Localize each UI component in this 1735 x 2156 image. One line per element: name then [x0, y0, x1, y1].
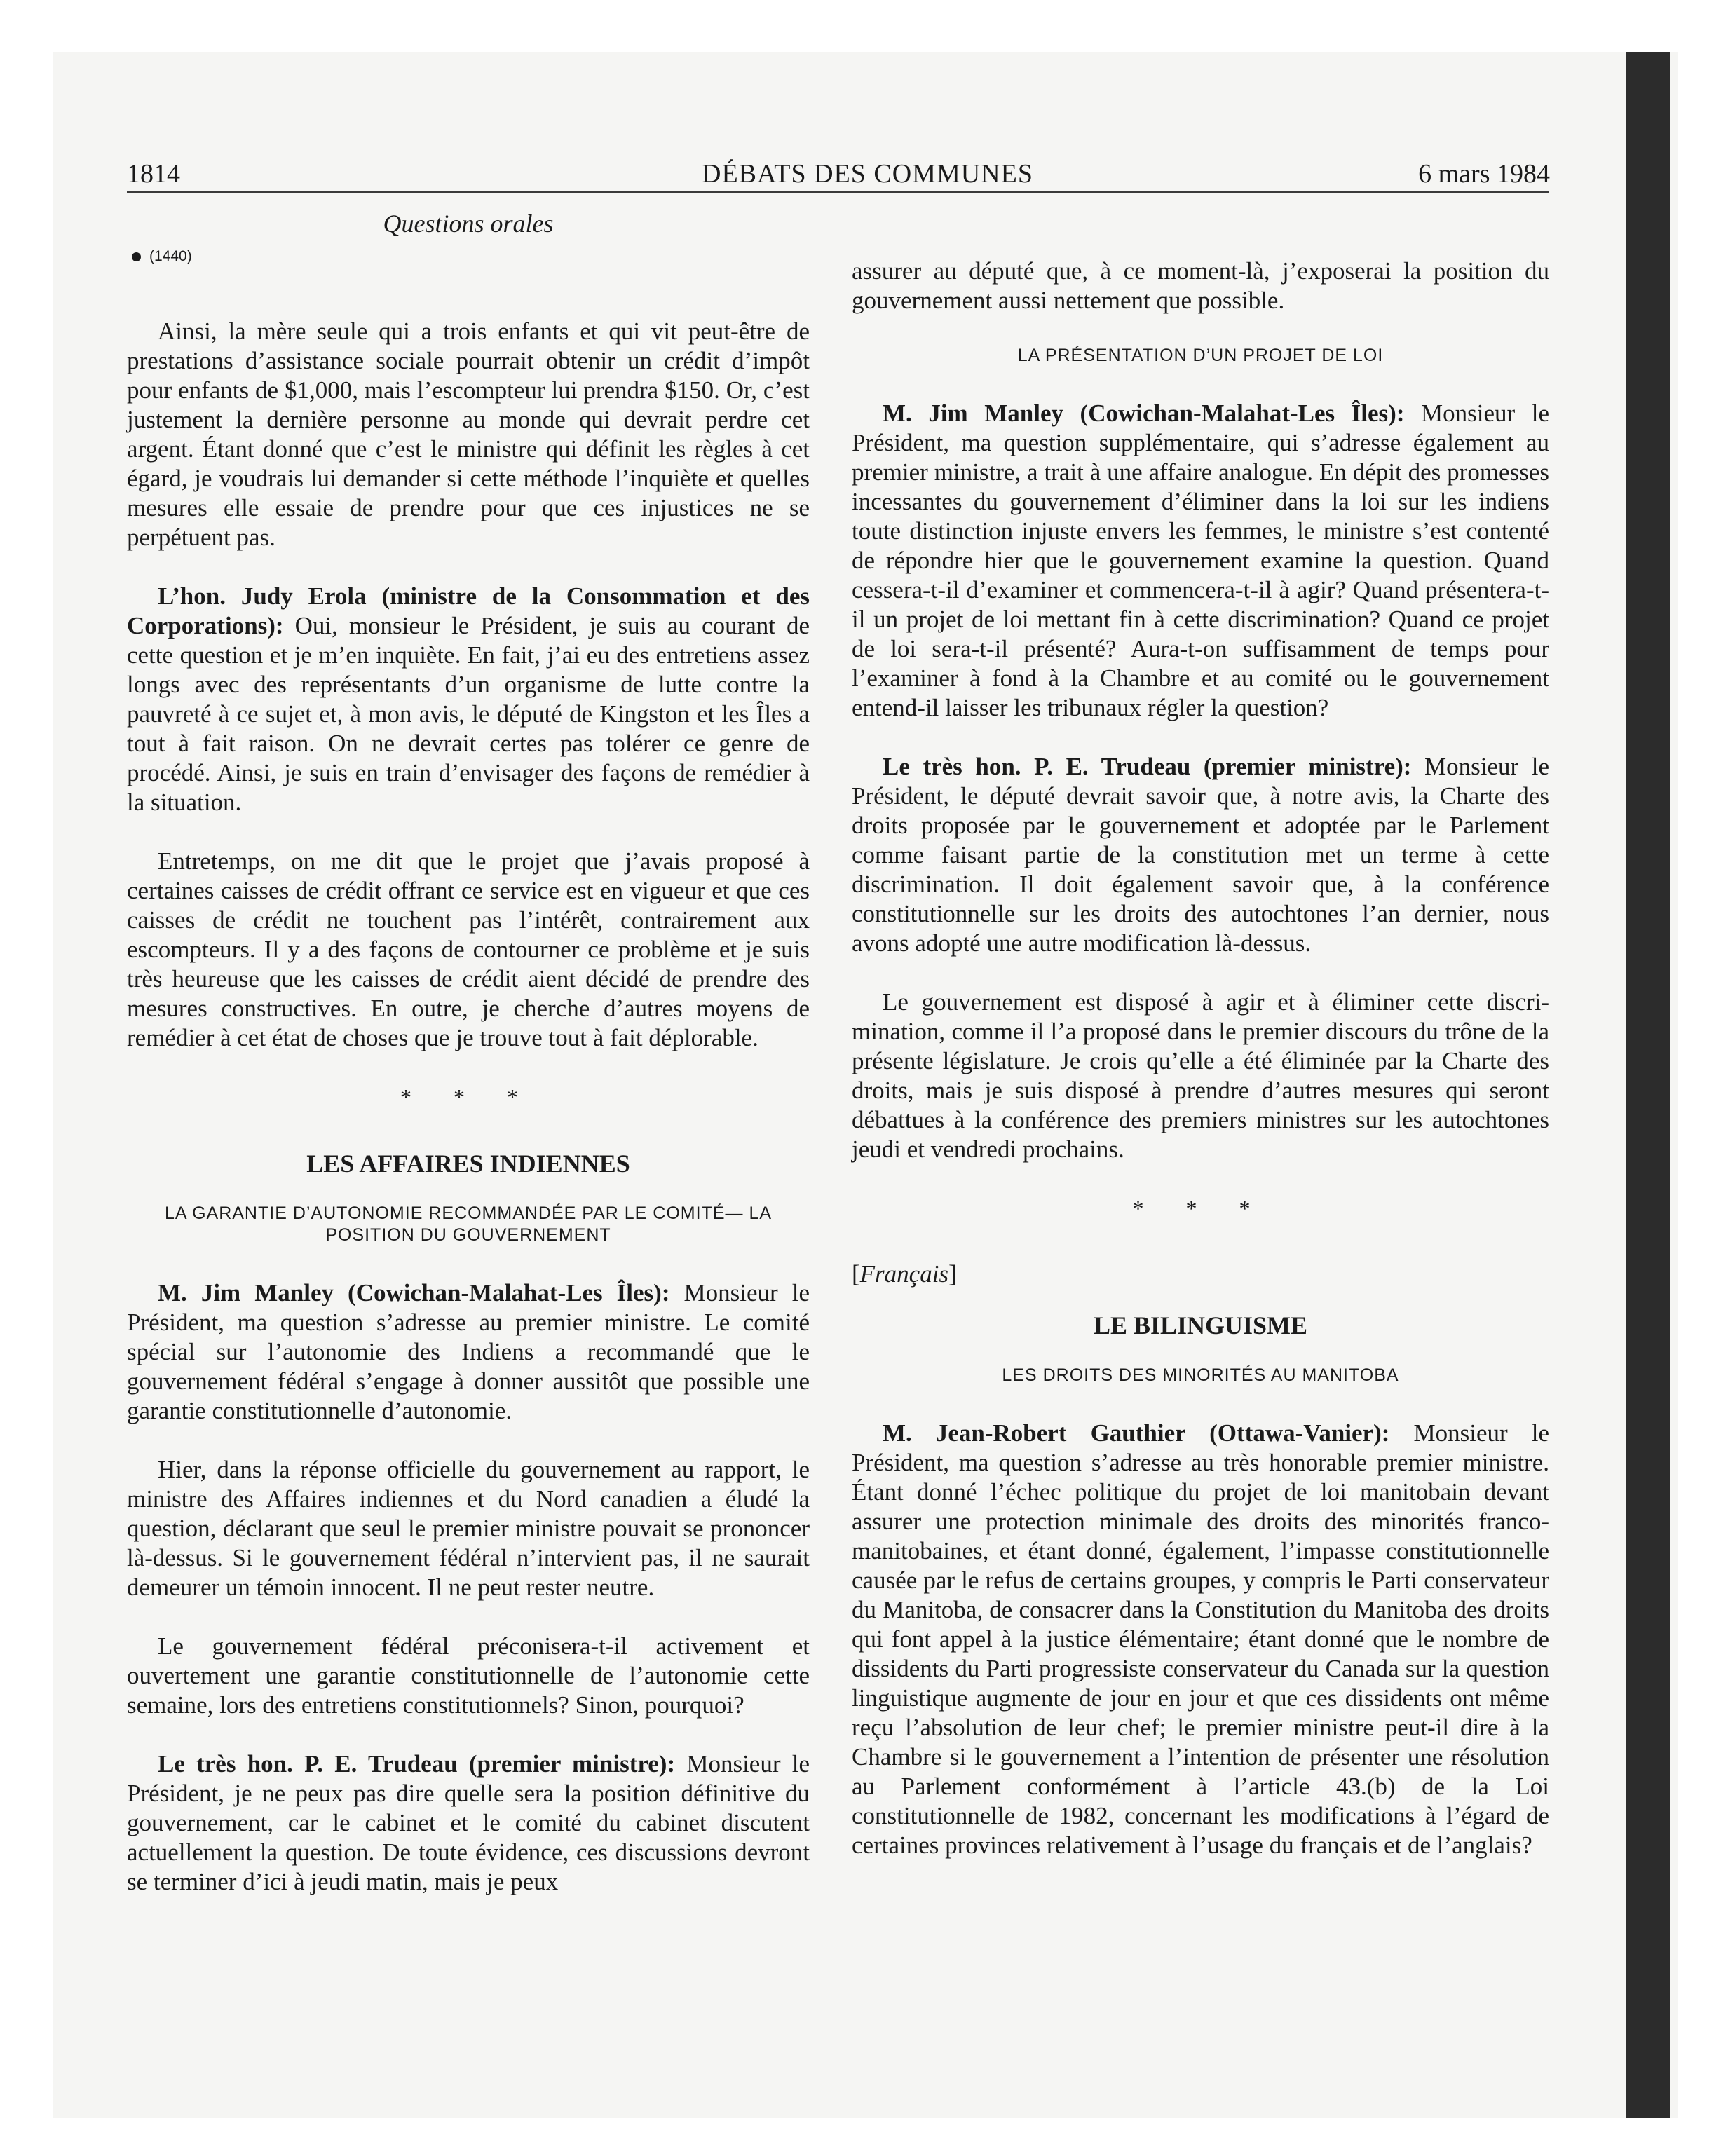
subheading: LA GARANTIE D’AUTONOMIE RECOMMANDÉE PAR LE COMITÉ— LA POSITION DU GOUVERNEMENT: [164, 1203, 773, 1245]
paragraph: [852, 1419, 1549, 1860]
subheading: LES DROITS DES MINORITÉS AU MANITOBA: [1002, 1365, 1399, 1385]
bracket: [: [852, 1260, 860, 1288]
section-heading: LE BILINGUISME: [1093, 1311, 1308, 1339]
speech-text: Monsieur le Président, ma question s’adresse au premier ministre. Le comité spécial sur l’autonomie des Indiens a recommandé que le gouvernement fédéral s’engage à donner aussitôt que possible une garantie constitutionnelle d’autonomie.: [127, 1279, 810, 1424]
page-date: 6 mars 1984: [1418, 159, 1550, 189]
language-marker: [852, 1260, 1549, 1289]
paragraph: Entretemps, on me dit que le projet que j’avais proposé à certaines caisses de crédit offrant ce service est en vigueur et que ces caisses de crédit ne touchent pas l’intérêt, contrairement aux escompteurs. Il y a des façons de contourner ce problème et je suis très heureuse que les caisses de crédit aient décidé de prendre des mesures constructives. En outre, je cherche d’autres moyens de remédier à cet état de choses que je trouve tout à fait déplorable.: [127, 847, 810, 1051]
speaker-name: Le très hon. P. E. Trudeau (premier ministre):: [883, 753, 1412, 780]
section-separator: * * *: [400, 1084, 536, 1110]
timestamp-marker: [132, 248, 192, 265]
paragraph: Hier, dans la réponse officielle du gouvernement au rapport, le ministre des Affaires indiennes et du Nord canadien a éludé la question, déclarant que seul le premier ministre pouvait se prononcer là-dessus. Si le gouvernement fédéral n’intervient pas, il ne saurait demeurer un témoin innocent. Il ne peut rester neutre.: [127, 1456, 810, 1601]
speaker-name: M. Jim Manley (Cowichan-Malahat-Les Îles):: [158, 1279, 670, 1306]
subheading: LA PRÉSENTATION D’UN PROJET DE LOI: [1017, 346, 1384, 365]
bracket: ]: [948, 1260, 957, 1288]
speech-text: Monsieur le Président, je ne peux pas dire quelle sera la position définitive du gouvernement, car le cabinet et le comité du cabinet discutent actuellement la question. De toute évidence, ces discussions devront se terminer d’ici à jeudi matin, mais je peux: [127, 1750, 810, 1895]
speaker-name: M. Jim Manley (Cowichan-Malahat-Les Îles):: [883, 400, 1405, 427]
speech-text: Oui, monsieur le Président, je suis au courant de cette question et je m’en inquiète. En fait, j’ai eu des entretiens assez longs avec des représentants d’un organisme de lutte contre la pauvreté à ce sujet et, à mon avis, le député de Kingston et les Îles a tout à fait raison. On ne devrait certes pas tolérer ce genre de procédé. Ainsi, je suis en train d’envisager des façons de remédier à la situation.: [127, 612, 810, 816]
bullet-icon: [132, 252, 141, 261]
speech-text: Monsieur le Président, ma question supplémentaire, qui s’adresse également au premier ministre, a trait à une affaire analogue. En dépit des promesses incessantes du gouvernement d’éliminer dans la loi sur les indiens toute distinction injuste envers les femmes, le ministre s’est contenté de répondre hier que le gouvernement examine la question. Quand cessera-t-il d’examiner et commencera-t-il à agir? Quand présentera-t-il un projet de loi mettant fin à cette discrimination? Quand ce projet de loi sera-t-il présenté? Aura-t-on suffisamment de temps pour l’examiner à fond à la Chambre et au comité ou le gouvernement entend-il laisser les tribunaux régler la question?: [852, 400, 1550, 721]
paragraph: [127, 1278, 810, 1426]
running-title: DÉBATS DES COMMUNES: [702, 159, 1033, 189]
paragraph: Le gouvernement est disposé à agir et à éliminer cette discrimination, comme il l’a proposé dans le premier discours du trône de la présente législature. Je crois qu’elle a été éliminée par la Charte des droits, mais je suis disposé à prendre d’autres mesures qui seront débattues à la conférence des premiers ministres sur les autochtones jeudi et vendredi prochains.: [852, 988, 1549, 1163]
speaker-name: L’hon. Judy Erola (ministre de la Consommation et des Corporations):: [127, 582, 810, 639]
paragraph: Le gouvernement fédéral préconisera-t-il activement et ouvertement une garantie constitutionnelle de l’autonomie cette semaine, lors des entretiens constitutionnels? Sinon, pourquoi?: [127, 1632, 810, 1719]
speaker-name: Le très hon. P. E. Trudeau (premier ministre):: [158, 1750, 676, 1778]
header-rule: [127, 191, 1549, 193]
timestamp-text: (1440): [149, 248, 192, 264]
paragraph: [127, 582, 810, 817]
right-column: [852, 257, 1549, 1890]
paragraph: [127, 1749, 810, 1897]
speech-text: Monsieur le Président, le député devrait savoir que, à notre avis, la Charte des droits proposée par le gouvernement et adoptée par le Parlement comme faisant partie de la constitution met un terme à cette discrimination. Il doit également savoir que, à la conférence constitutionnelle sur les droits des autochtones l’an dernier, nous avons adopté une autre modification là-dessus.: [852, 753, 1549, 957]
paragraph: assurer au député que, à ce moment-là, j’exposerai la position du gouvernement aussi nettement que possible.: [852, 257, 1549, 314]
paragraph: [852, 752, 1549, 958]
left-column: [127, 317, 810, 1926]
speaker-name: M. Jean-Robert Gauthier (Ottawa-Vanier):: [883, 1419, 1390, 1447]
section-separator: * * *: [1132, 1196, 1269, 1221]
section-heading: LES AFFAIRES INDIENNES: [306, 1149, 630, 1178]
section-label: Questions orales: [383, 210, 554, 238]
language-label: Français: [859, 1260, 949, 1288]
paragraph: [852, 399, 1549, 723]
paragraph: Ainsi, la mère seule qui a trois enfants et qui vit peut-être de prestations d’assistance sociale pourrait obtenir un crédit d’impôt pour enfants de $1,000, mais l’escompteur lui prendra $150. Or, c’est justement la dernière personne au monde qui devrait perdre cet argent. Étant donné que c’est le ministre qui définit les règles à cet égard, je voudrais lui demander si cette méthode l’inquiète et quelles mesures elle essaie de prendre pour que ces injustices ne se perpétuent pas.: [127, 318, 810, 551]
scan-border: [1626, 52, 1670, 2118]
page-number: 1814: [127, 159, 180, 189]
speech-text: Monsieur le Président, ma question s’adresse au très honorable premier ministre. Étant donné l’échec politique du projet de loi manitobain devant assurer une protection minimale des droits des minorités franco-manitobaines, et étant donné, également, l’impasse constitutionnelle causée par le refus de certains groupes, y compris le Parti conservateur du Manitoba, de consacrer dans la Constitution du Manitoba des droits qui font appel à la justice élémentaire; étant donné que le nombre de dissidents du Parti progressiste conservateur du Canada sur la question linguistique augmente de jour en jour et que ces dissidents ont même reçu l’absolution de leur chef; le premier ministre peut-il dire à la Chambre si le gouvernement a l’intention de présenter une résolution au Parlement conformément à l’article 43.(b) de la Loi constitutionnelle de 1982, concernant les modifications à l’égard de certaines provinces relativement à l’usage du français et de l’anglais?: [852, 1419, 1550, 1859]
